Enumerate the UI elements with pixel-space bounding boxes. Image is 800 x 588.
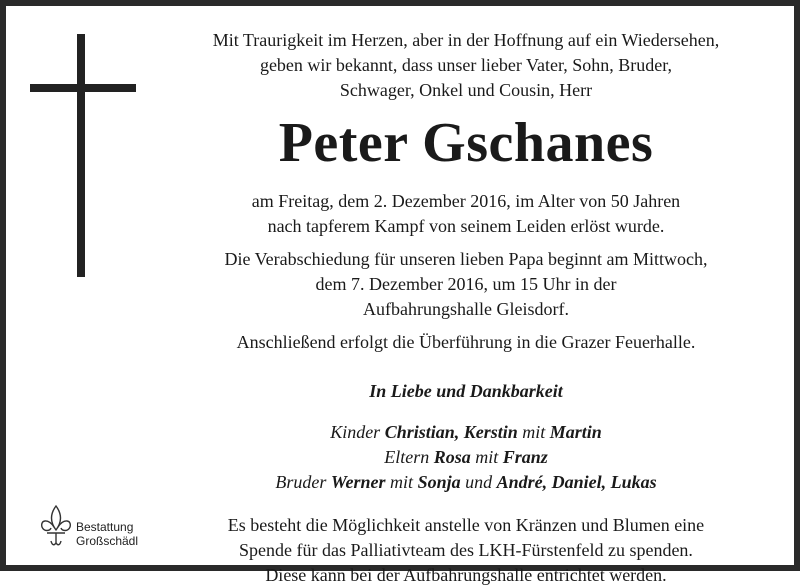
bruder-children: André, Daniel, Lukas	[496, 472, 657, 492]
bruder-partner: Sonja	[417, 472, 461, 492]
obituary-text	[166, 28, 766, 588]
funeral-home-logo	[39, 503, 149, 551]
kinder-label: Kinder	[330, 422, 381, 442]
cross-icon-horizontal	[30, 84, 136, 92]
dedication: In Liebe und Dankbarkeit	[369, 381, 563, 401]
kinder-mit: mit	[522, 422, 546, 442]
family-kinder	[166, 420, 766, 445]
transfer-line: Anschließend erfolgt die Überführung in die Grazer Feuerhalle.	[236, 332, 696, 352]
family-eltern	[166, 445, 766, 470]
death-notice	[166, 189, 766, 239]
family-list	[166, 420, 766, 495]
cross-icon-vertical	[77, 34, 85, 277]
death-line: am Freitag, dem 2. Dezember 2016, im Alter von 50 Jahren	[251, 191, 681, 211]
farewell-line: Die Verabschiedung für unseren lieben Papa beginnt am Mittwoch,	[224, 249, 708, 269]
family-bruder	[166, 470, 766, 495]
eltern-partner: Franz	[502, 447, 548, 467]
farewell-notice	[166, 247, 766, 322]
donation-line: Diese kann bei der Aufbahrungshalle entrichtet werden.	[265, 565, 667, 585]
eltern-label: Eltern	[384, 447, 430, 467]
bruder-label: Bruder	[275, 472, 327, 492]
intro-line: Mit Traurigkeit im Herzen, aber in der Hoffnung auf ein Wiedersehen,	[212, 30, 720, 50]
bruder-name: Werner	[330, 472, 386, 492]
donation-line: Es besteht die Möglichkeit anstelle von Kränzen und Blumen eine	[227, 515, 705, 535]
transfer-notice	[166, 330, 766, 355]
intro-line: Schwager, Onkel und Cousin, Herr	[339, 80, 593, 100]
donation-line: Spende für das Palliativteam des LKH-Fürstenfeld zu spenden.	[239, 540, 693, 560]
kinder-names: Christian, Kerstin	[384, 422, 518, 442]
logo-line: Bestattung	[76, 520, 134, 534]
fleur-de-lis-icon	[39, 503, 73, 549]
bruder-und: und	[465, 472, 493, 492]
donation-notice	[166, 513, 766, 588]
deceased-name: Peter Gschanes	[278, 112, 654, 174]
intro-text	[166, 28, 766, 103]
death-line: nach tapferem Kampf von seinem Leiden erlöst wurde.	[267, 216, 665, 236]
bruder-mit: mit	[390, 472, 414, 492]
kinder-partner: Martin	[549, 422, 602, 442]
eltern-names: Rosa	[433, 447, 471, 467]
farewell-line: Aufbahrungshalle Gleisdorf.	[363, 299, 569, 319]
intro-line: geben wir bekannt, dass unser lieber Vater, Sohn, Bruder,	[259, 55, 673, 75]
farewell-line: dem 7. Dezember 2016, um 15 Uhr in der	[315, 274, 617, 294]
logo-text	[76, 520, 138, 548]
logo-line: Großschädl	[76, 534, 139, 548]
eltern-mit: mit	[475, 447, 499, 467]
